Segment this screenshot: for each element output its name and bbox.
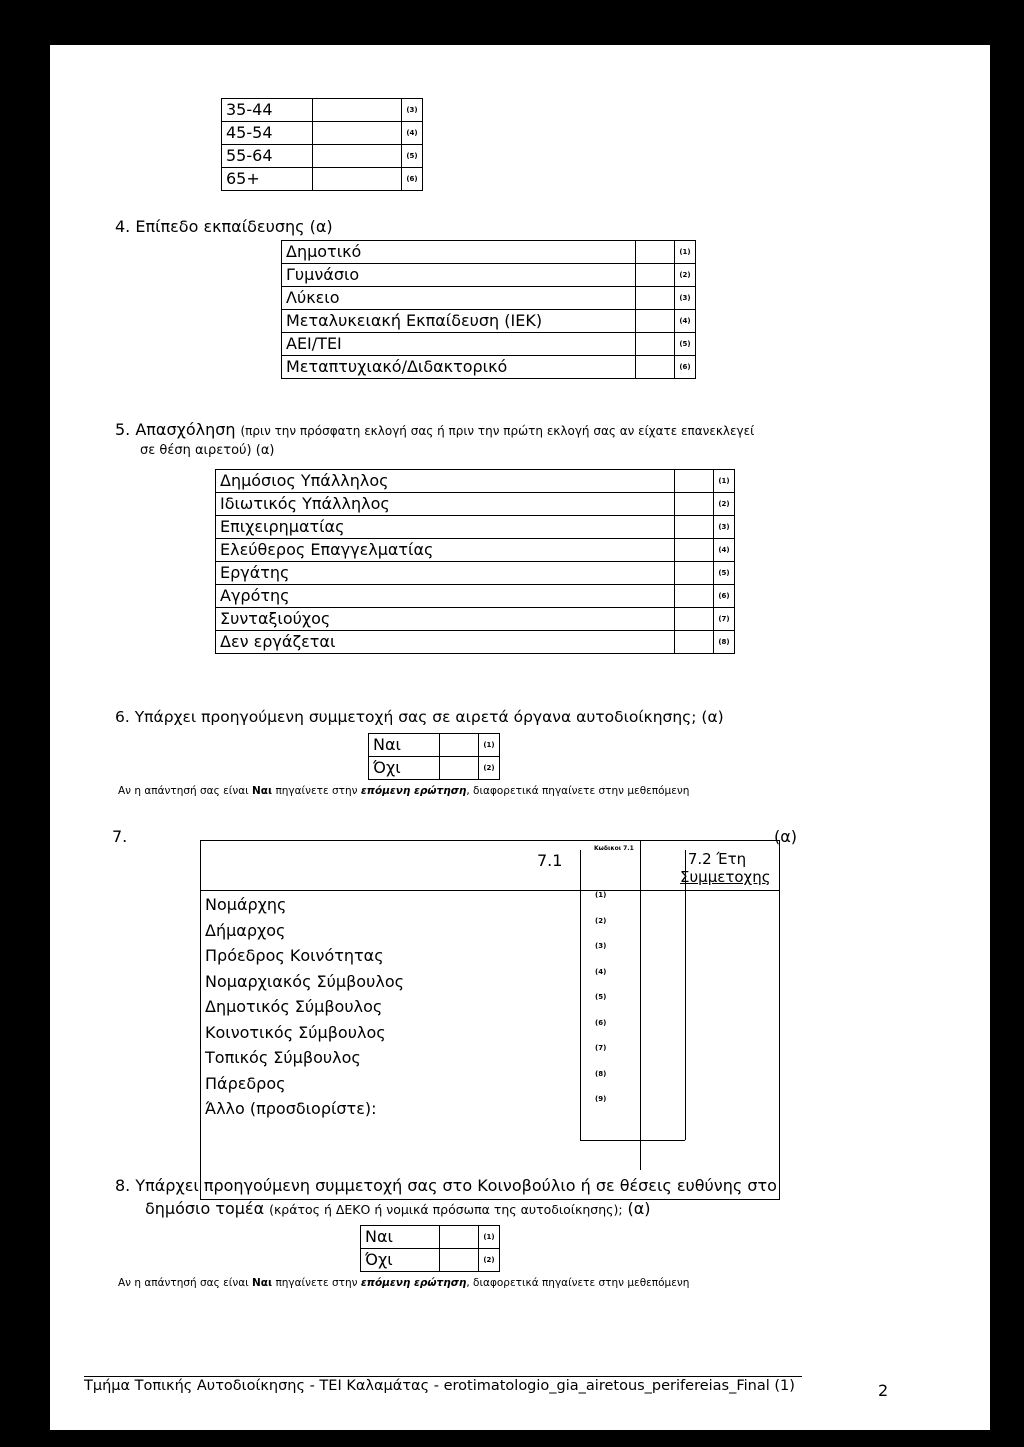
q7-code-header: Κωδικοι 7.1 <box>594 845 634 852</box>
option-code: (7) <box>714 608 735 631</box>
option-code: (1) <box>479 1226 500 1249</box>
option-code: (8) <box>714 631 735 654</box>
option-label: 35-44 <box>222 99 313 122</box>
option-label: Μεταπτυχιακό/Διδακτορικό <box>282 356 636 379</box>
answer-cell[interactable] <box>636 333 675 356</box>
answer-cell[interactable] <box>440 734 479 757</box>
option-label: Γυμνάσιο <box>282 264 636 287</box>
answer-cell[interactable] <box>675 493 714 516</box>
answer-cell[interactable] <box>440 1226 479 1249</box>
q6-table <box>368 733 500 780</box>
option-code: (5) <box>402 145 423 168</box>
answer-cell[interactable] <box>313 145 402 168</box>
q7-years-cell[interactable] <box>682 895 777 921</box>
answer-cell[interactable] <box>313 99 402 122</box>
option-row <box>282 310 696 333</box>
answer-cell[interactable] <box>675 631 714 654</box>
answer-cell[interactable] <box>440 757 479 780</box>
answer-cell[interactable] <box>675 470 714 493</box>
option-label: Αγρότης <box>216 585 675 608</box>
option-code: (5) <box>714 562 735 585</box>
q7-answer-cell[interactable] <box>534 1048 594 1074</box>
option-label: Όχι <box>369 757 440 780</box>
q7-years-cell[interactable] <box>682 972 777 998</box>
option-row <box>282 356 696 379</box>
q7-years-cell[interactable] <box>682 946 777 972</box>
page-number: 2 <box>878 1381 889 1400</box>
option-row <box>361 1226 500 1249</box>
document-page <box>50 45 990 1430</box>
q7-row-code: (5) <box>595 993 607 1001</box>
option-label: Λύκειο <box>282 287 636 310</box>
option-label: Ελεύθερος Επαγγελματίας <box>216 539 675 562</box>
q7-col2-header: 7.2 Έτη Συμμετοχης <box>680 850 771 886</box>
q7-row-code: (8) <box>595 1069 607 1078</box>
q7-col1-header: 7.1 <box>537 851 563 870</box>
q5-title-line2: σε θέση αιρετού) (α) <box>140 443 275 458</box>
q7-years-cell[interactable] <box>682 1023 777 1049</box>
option-row <box>216 562 735 585</box>
q8-table <box>360 1225 500 1272</box>
q5-title <box>115 420 754 439</box>
option-row <box>361 1249 500 1272</box>
q7-row-label: Δημοτικός Σύμβουλος <box>205 997 383 1016</box>
option-label: Ιδιωτικός Υπάλληλος <box>216 493 675 516</box>
footer-rule <box>84 1376 802 1377</box>
education-table <box>281 240 696 379</box>
q7-number: 7. <box>112 827 128 846</box>
option-label: Δεν εργάζεται <box>216 631 675 654</box>
q5-title-note: (πριν την πρόσφατη εκλογή σας ή πριν την πρώτη εκλογή σας αν είχατε επανεκλεγεί <box>240 424 755 438</box>
option-code: (2) <box>714 493 735 516</box>
option-code: (1) <box>675 241 696 264</box>
option-row <box>369 734 500 757</box>
q6-title: 6. Υπάρχει προηγούμενη συμμετοχή σας σε αιρετά όργανα αυτοδιοίκησης; (α) <box>115 708 724 726</box>
option-row <box>216 539 735 562</box>
q7-answer-cell[interactable] <box>534 946 594 972</box>
option-code: (6) <box>402 168 423 191</box>
answer-cell[interactable] <box>675 562 714 585</box>
option-row <box>216 493 735 516</box>
option-row <box>222 145 423 168</box>
q7-answer-cell[interactable] <box>534 921 594 947</box>
option-code: (3) <box>714 516 735 539</box>
answer-cell[interactable] <box>313 168 402 191</box>
answer-cell[interactable] <box>636 310 675 333</box>
option-row <box>282 333 696 356</box>
option-row <box>216 585 735 608</box>
q7-row-code: (3) <box>595 942 607 950</box>
option-code: (6) <box>675 356 696 379</box>
option-code: (1) <box>479 734 500 757</box>
option-label: ΑΕΙ/ΤΕΙ <box>282 333 636 356</box>
q7-row-label: Τοπικός Σύμβουλος <box>205 1048 361 1067</box>
option-label: Δημόσιος Υπάλληλος <box>216 470 675 493</box>
employment-table <box>215 469 735 654</box>
option-label: Επιχειρηματίας <box>216 516 675 539</box>
option-label: Ναι <box>369 734 440 757</box>
q7-row-label: Άλλο (προσδιορίστε): <box>205 1099 377 1118</box>
option-row <box>282 264 696 287</box>
q7-row-label: Πάρεδρος <box>205 1073 286 1093</box>
option-row <box>216 608 735 631</box>
q6-note: Αν η απάντησή σας είναι Ναι πηγαίνετε στην επόμενη ερώτηση, διαφορετικά πηγαίνετε στην μεθεπόμενη <box>118 785 690 797</box>
option-row <box>222 99 423 122</box>
q7-row-code: (1) <box>595 891 607 899</box>
age-table <box>221 98 423 191</box>
option-label: 55-64 <box>222 145 313 168</box>
option-label: Δημοτικό <box>282 241 636 264</box>
q7-row-label: Νομαρχιακός Σύμβουλος <box>205 971 404 991</box>
q7-years-cell[interactable] <box>682 1074 777 1100</box>
q8-line2: δημόσιο τομέα (κράτος ή ΔΕΚΟ ή νομικά πρόσωπα της αυτοδιοίκησης); (α) <box>145 1199 651 1218</box>
answer-cell[interactable] <box>675 516 714 539</box>
answer-cell[interactable] <box>675 585 714 608</box>
q4-title: 4. Επίπεδο εκπαίδευσης (α) <box>115 217 333 236</box>
answer-cell[interactable] <box>313 122 402 145</box>
answer-cell[interactable] <box>675 608 714 631</box>
option-code: (2) <box>479 757 500 780</box>
q7-years-cell[interactable] <box>682 1099 777 1125</box>
answer-cell[interactable] <box>636 264 675 287</box>
option-code: (2) <box>675 264 696 287</box>
q7-years-cell[interactable] <box>682 1048 777 1074</box>
q7-row-label: Κοινοτικός Σύμβουλος <box>205 1022 386 1042</box>
option-code: (6) <box>714 585 735 608</box>
q7-row-code: (6) <box>595 1018 607 1027</box>
q7-answer-cell[interactable] <box>534 1074 594 1100</box>
option-label: Εργάτης <box>216 562 675 585</box>
option-row <box>216 516 735 539</box>
answer-cell[interactable] <box>675 539 714 562</box>
option-code: (2) <box>479 1249 500 1272</box>
q7-row-code: (7) <box>595 1044 607 1052</box>
option-row <box>222 122 423 145</box>
q7-row-code: (9) <box>595 1095 607 1103</box>
option-code: (5) <box>675 333 696 356</box>
q7-years-cell[interactable] <box>682 997 777 1023</box>
option-row <box>369 757 500 780</box>
option-row <box>216 631 735 654</box>
q7-answer-cell[interactable] <box>534 1099 594 1125</box>
q7-answer-cell[interactable] <box>534 895 594 921</box>
option-row <box>222 168 423 191</box>
option-code: (4) <box>714 539 735 562</box>
q7-years-cell[interactable] <box>682 921 777 947</box>
q7-answer-cell[interactable] <box>534 1023 594 1049</box>
q7-row-label: Δήμαρχος <box>205 920 286 940</box>
option-label: Συνταξιούχος <box>216 608 675 631</box>
option-label: Μεταλυκειακή Εκπαίδευση (ΙΕΚ) <box>282 310 636 333</box>
option-row <box>282 287 696 310</box>
option-label: Ναι <box>361 1226 440 1249</box>
answer-cell[interactable] <box>636 287 675 310</box>
option-label: Όχι <box>361 1249 440 1272</box>
answer-cell[interactable] <box>440 1249 479 1272</box>
q7-row-label: Πρόεδρος Κοινότητας <box>205 946 384 965</box>
option-label: 65+ <box>222 168 313 191</box>
grid-line <box>200 890 780 891</box>
q5-title-main: 5. Απασχόληση <box>115 420 236 439</box>
q7-answer-cell[interactable] <box>534 997 594 1023</box>
option-code: (3) <box>675 287 696 310</box>
option-code: (4) <box>675 310 696 333</box>
q7-row-code: (4) <box>595 967 607 976</box>
answer-cell[interactable] <box>636 241 675 264</box>
grid-line <box>580 1140 685 1141</box>
q7-answer-cell[interactable] <box>534 972 594 998</box>
option-row <box>216 470 735 493</box>
answer-cell[interactable] <box>636 356 675 379</box>
option-code: (4) <box>402 122 423 145</box>
q7-row-code: (2) <box>595 916 607 925</box>
option-label: 45-54 <box>222 122 313 145</box>
q7-alpha: (α) <box>774 827 798 846</box>
option-row <box>282 241 696 264</box>
option-code: (1) <box>714 470 735 493</box>
q8-note: Αν η απάντησή σας είναι Ναι πηγαίνετε στην επόμενη ερώτηση, διαφορετικά πηγαίνετε στην μεθεπόμενη <box>118 1277 690 1289</box>
footer-text: Τμήμα Τοπικής Αυτοδιοίκησης - ΤΕΙ Καλαμάτας - erotimatologio_gia_airetous_perifereias_Final (1) <box>84 1378 795 1394</box>
option-code: (3) <box>402 99 423 122</box>
q8-line1: 8. Υπάρχει προηγούμενη συμμετοχή σας στο Κοινοβούλιο ή σε θέσεις ευθύνης στο <box>115 1176 777 1195</box>
q7-row-label: Νομάρχης <box>205 895 287 914</box>
